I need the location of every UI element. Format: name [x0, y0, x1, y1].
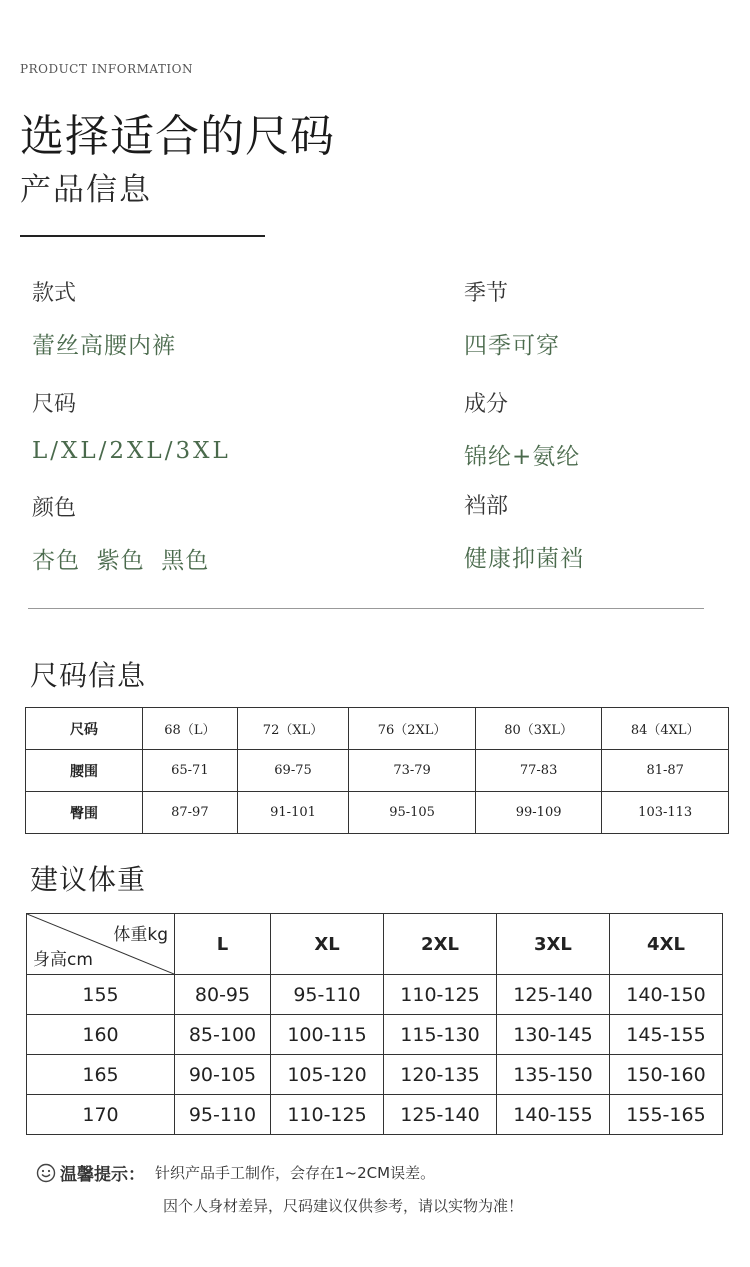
attr-season [464, 276, 560, 360]
table-cell: 100-115 [271, 1015, 384, 1055]
attr-value: 四季可穿 [464, 333, 560, 359]
attr-label: 款式 [32, 281, 77, 306]
table-cell: 125-140 [496, 975, 609, 1015]
weight-table [26, 913, 723, 1135]
table-row [27, 1015, 723, 1055]
table-cell: 145-155 [609, 1015, 722, 1055]
table-cell: 135-150 [496, 1055, 609, 1095]
table-cell: 95-105 [349, 792, 476, 834]
table-cell: 臀围 [26, 792, 143, 834]
table-cell: 105-120 [271, 1055, 384, 1095]
attr-value: 杏色 紫色 黑色 [32, 548, 210, 574]
table-cell: 160 [27, 1015, 175, 1055]
table-cell: 103-113 [602, 792, 729, 834]
table-header-row [27, 914, 723, 975]
table-cell: 170 [27, 1095, 175, 1135]
table-row [27, 1055, 723, 1095]
table-cell: 95-110 [271, 975, 384, 1015]
weight-title: 建议体重 [30, 863, 147, 896]
attr-crotch [464, 489, 584, 573]
table-row [27, 1095, 723, 1135]
title-divider [20, 235, 265, 237]
table-cell: 90-105 [175, 1055, 271, 1095]
table-cell: 130-145 [496, 1015, 609, 1055]
column-header: 4XL [609, 914, 722, 975]
attr-material [464, 387, 580, 471]
table-cell: 72（XL） [237, 708, 349, 750]
page-title: 选择适合的尺码 [20, 111, 335, 162]
table-cell: 68（L） [143, 708, 238, 750]
table-row [27, 975, 723, 1015]
tip-line-1 [36, 1160, 435, 1185]
attr-size [32, 387, 231, 464]
table-cell: 120-135 [384, 1055, 497, 1095]
table-cell: 140-150 [609, 975, 722, 1015]
table-cell: 140-155 [496, 1095, 609, 1135]
page-subtitle: 产品信息 [20, 172, 152, 208]
attr-label: 尺码 [32, 392, 77, 417]
table-cell: 150-160 [609, 1055, 722, 1095]
attr-label: 颜色 [32, 496, 77, 521]
table-cell: 65-71 [143, 750, 238, 792]
attr-value: 健康抑菌裆 [464, 546, 584, 572]
corner-label-weight: 体重kg [113, 925, 168, 945]
size-table [25, 707, 729, 834]
table-cell: 110-125 [271, 1095, 384, 1135]
table-cell: 80（3XL） [475, 708, 602, 750]
section-divider [28, 608, 704, 609]
table-cell: 腰围 [26, 750, 143, 792]
attr-label: 成分 [464, 392, 509, 417]
column-header: 2XL [384, 914, 497, 975]
table-cell: 80-95 [175, 975, 271, 1015]
column-header: L [175, 914, 271, 975]
table-cell: 165 [27, 1055, 175, 1095]
table-cell: 84（4XL） [602, 708, 729, 750]
table-cell: 91-101 [237, 792, 349, 834]
table-cell: 81-87 [602, 750, 729, 792]
size-info-title: 尺码信息 [30, 659, 147, 692]
table-row [26, 792, 729, 834]
table-cell: 155-165 [609, 1095, 722, 1135]
table-cell: 76（2XL） [349, 708, 476, 750]
table-cell: 69-75 [237, 750, 349, 792]
table-cell: 尺码 [26, 708, 143, 750]
table-cell: 115-130 [384, 1015, 497, 1055]
attr-value: 锦纶+氨纶 [464, 444, 581, 470]
corner-label-height: 身高cm [33, 950, 93, 970]
table-cell: 85-100 [175, 1015, 271, 1055]
tip-label: 温馨提示： [60, 1165, 145, 1185]
table-row [26, 708, 729, 750]
table-cell: 73-79 [349, 750, 476, 792]
table-cell: 99-109 [475, 792, 602, 834]
attr-style [32, 276, 176, 360]
table-cell: 125-140 [384, 1095, 497, 1135]
table-corner-cell [27, 914, 175, 975]
table-cell: 77-83 [475, 750, 602, 792]
attr-value: L/XL/2XL/3XL [32, 438, 231, 464]
table-cell: 95-110 [175, 1095, 271, 1135]
smile-icon [36, 1163, 56, 1183]
attr-color [32, 491, 209, 575]
table-cell: 87-97 [143, 792, 238, 834]
tip-text: 针织产品手工制作，会存在1~2CM误差。 [155, 1164, 436, 1182]
eyebrow-text: PRODUCT INFORMATION [20, 62, 193, 76]
table-cell: 155 [27, 975, 175, 1015]
table-row [26, 750, 729, 792]
column-header: 3XL [496, 914, 609, 975]
table-cell: 110-125 [384, 975, 497, 1015]
tip-line-2: 因个人身材差异，尺码建议仅供参考，请以实物为准！ [163, 1197, 524, 1215]
attr-label: 裆部 [464, 494, 509, 519]
column-header: XL [271, 914, 384, 975]
attr-value: 蕾丝高腰内裤 [32, 333, 176, 359]
attr-label: 季节 [464, 281, 509, 306]
